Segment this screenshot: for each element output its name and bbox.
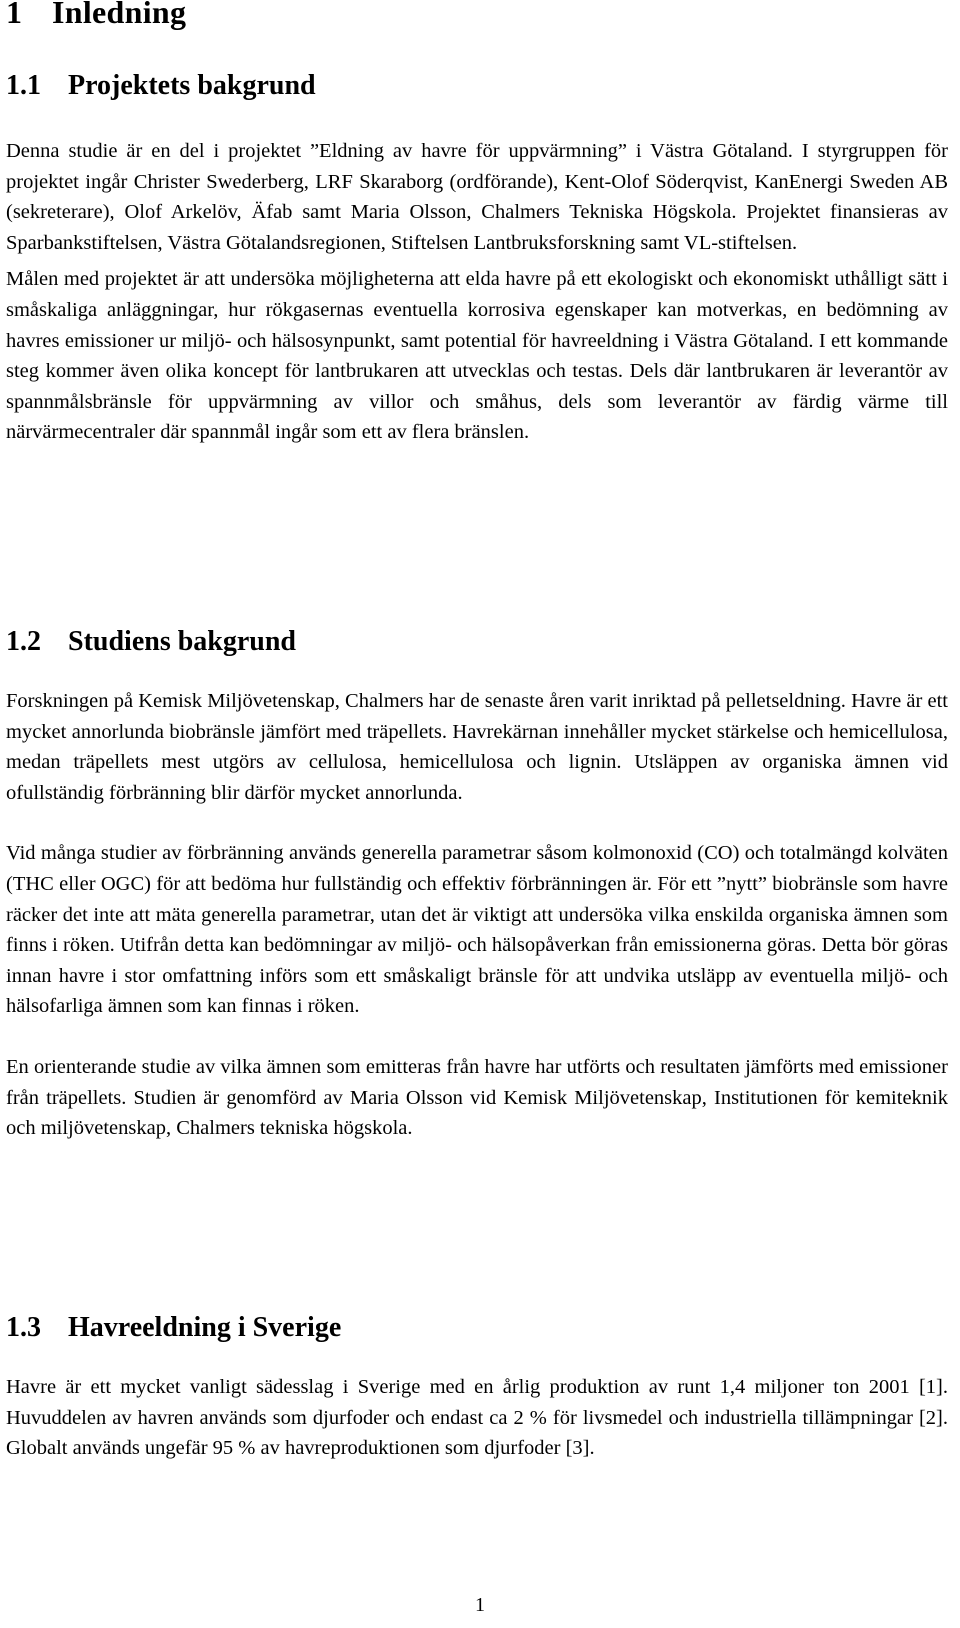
chapter-heading — [6, 0, 186, 31]
section-title: Projektets bakgrund — [68, 70, 316, 101]
paragraph: Havre är ett mycket vanligt sädesslag i Sverige med en årlig produktion av runt 1,4 miljoner ton 2001 [1]. Huvuddelen av havren används som djurfoder och endast ca 2 % för livsmedel och industriella tillämpningar [2]. Globalt används ungefär 95 % av havreproduktionen som djurfoder [3]. — [6, 1376, 948, 1460]
chapter-title: Inledning — [52, 0, 187, 30]
section-heading-1-1 — [6, 70, 316, 102]
chapter-number: 1 — [6, 0, 23, 30]
paragraph: Vid många studier av förbränning används generella parametrar såsom kolmonoxid (CO) och totalmängd kolväten (THC eller OGC) för att bedöma hur fullständig och effektiv förbränningen är. För ett ”nytt” biobränsle som havre räcker det inte att mäta generella parametrar, utan det är viktigt att undersöka vilka enskilda organiska ämnen som finns i röken. Utifrån detta kan bedömningar av miljö- och hälsopåverkan från emissionerna göras. Detta bör göras innan havre i stor omfattning införs som ett småskaligt bränsle för att undvika utsläpp av eventuella miljö- och hälsofarliga ämnen som kan finnas i röken. — [6, 842, 948, 1018]
section-body-1-3 — [6, 1372, 948, 1464]
section-number: 1.3 — [6, 1312, 41, 1343]
section-number: 1.1 — [6, 70, 41, 101]
section-body-1-1 — [6, 136, 948, 448]
paragraph: Forskningen på Kemisk Miljövetenskap, Chalmers har de senaste åren varit inriktad på pelletseldning. Havre är ett mycket annorlunda biobränsle jämfört med träpellets. Havrekärnan innehåller mycket stärkelse och hemicellulosa, medan träpellets mest utgörs av cellulosa, hemicellulosa och lignin. Utsläppen av organiska ämnen vid ofullständig förbränning blir därför mycket annorlunda. — [6, 690, 948, 804]
section-number: 1.2 — [6, 626, 41, 657]
paragraph: Denna studie är en del i projektet ”Eldning av havre för uppvärmning” i Västra Götaland. I styrgruppen för projektet ingår Christer Swederberg, LRF Skaraborg (ordförande), Kent-Olof Söderqvist, KanEnergi Sweden AB (sekreterare), Olof Arkelöv, Äfab samt Maria Olsson, Chalmers Tekniska Högskola. Projektet finansieras av Sparbankstiftelsen, Västra Götalandsregionen, Stiftelsen Lantbruksforskning samt VL-stiftelsen. — [6, 140, 948, 254]
section-body-1-2 — [6, 686, 948, 1144]
paragraph: En orienterande studie av vilka ämnen som emitteras från havre har utförts och resultaten jämförts med emissioner från träpellets. Studien är genomförd av Maria Olsson vid Kemisk Miljövetenskap, Institutionen för kemiteknik och miljövetenskap, Chalmers tekniska högskola. — [6, 1055, 948, 1140]
section-title: Havreeldning i Sverige — [68, 1312, 342, 1343]
paragraph: Målen med projektet är att undersöka möjligheterna att elda havre på ett ekologiskt och ekonomiskt uthålligt sätt i småskaliga anläggningar, hur rökgasernas eventuella korrosiva egenskaper kan motverkas, en bedömning av havres emissioner ur miljö- och hälsosynpunkt, samt potential för havreeldning i Västra Götaland. I ett kommande steg kommer även olika koncept för lantbrukaren att utvecklas och testas. Dels där lantbrukaren är leverantör av spannmålsbränsle för uppvärmning av villor och småhus, dels som leverantör av färdig värme till närvärmecentraler där spannmål ingår som ett av flera bränslen. — [6, 268, 948, 444]
section-heading-1-3 — [6, 1312, 341, 1344]
section-heading-1-2 — [6, 626, 296, 658]
page-number: 1 — [475, 1594, 485, 1616]
section-title: Studiens bakgrund — [68, 626, 297, 657]
